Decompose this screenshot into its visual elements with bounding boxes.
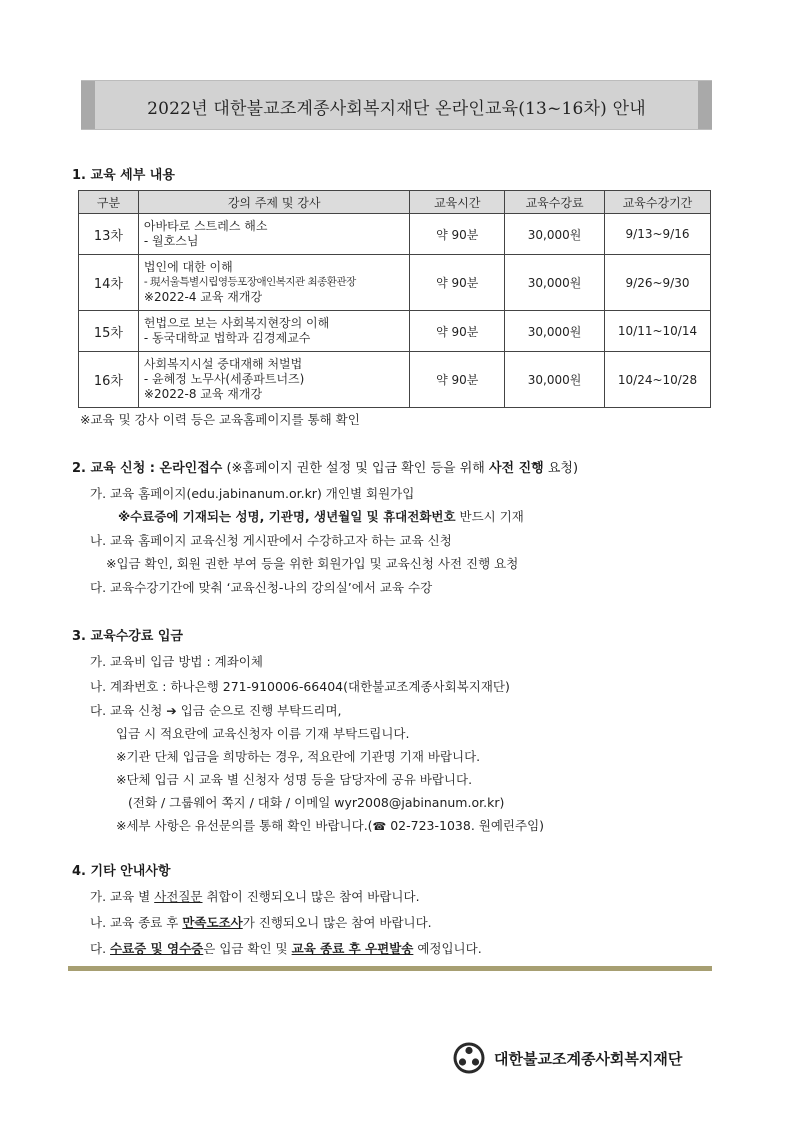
row-time: 약 90분 (410, 311, 505, 352)
row-time: 약 90분 (410, 214, 505, 255)
row-category: 15차 (79, 311, 139, 352)
row-lecture (138, 311, 409, 352)
section2-ga-note (118, 507, 524, 525)
section2-heading (72, 457, 578, 476)
lecture-line: 사회복지시설 중대재해 처벌법 (143, 357, 303, 371)
row-time: 약 90분 (410, 255, 505, 311)
lecture-line: 헌법으로 보는 사회복지현장의 이해 (143, 316, 330, 330)
lecture-line: ※2022-4 교육 재개강 (143, 290, 263, 304)
row-category: 16차 (79, 352, 139, 408)
section4-ga-underline: 사전질문 (154, 889, 203, 904)
section2-da: 다. 교육수강기간에 맞춰 ‘교육신청-나의 강의실’에서 교육 수강 (90, 580, 433, 595)
header-period: 교육수강기간 (605, 191, 711, 214)
row-period: 9/13~9/16 (605, 214, 711, 255)
section3-na: 나. 계좌번호 : 하나은행 271-910006-66404(대한불교조계종사회복지재단) (90, 679, 510, 694)
phone-icon: ☎ (372, 820, 387, 833)
table-row (79, 352, 711, 408)
row-period: 10/11~10/14 (605, 311, 711, 352)
section4-na-pre: 나. 교육 종료 후 (90, 915, 183, 930)
section2-heading-emphasis: 사전 진행 (488, 461, 544, 476)
section3-da-6-contact: 02-723-1038. 원예린주임) (386, 818, 545, 833)
row-period: 9/26~9/30 (605, 255, 711, 311)
course-table (78, 190, 711, 408)
row-fee: 30,000원 (505, 352, 605, 408)
foundation-logo-icon (452, 1041, 486, 1075)
row-period: 10/24~10/28 (605, 352, 711, 408)
table-row (79, 311, 711, 352)
header-lecture: 강의 주제 및 강사 (138, 191, 409, 214)
header-time: 교육시간 (410, 191, 505, 214)
section2-ga-note-tail: 반드시 기재 (455, 509, 524, 524)
title-banner (81, 80, 712, 130)
table-note: ※교육 및 강사 이력 등은 교육홈페이지를 통해 확인 (80, 412, 360, 427)
table-row (79, 214, 711, 255)
section4-na (90, 913, 432, 931)
section3-da-3: ※기관 단체 입금을 희망하는 경우, 적요란에 기관명 기재 바랍니다. (116, 749, 481, 764)
section4-ga (90, 887, 420, 905)
section3-da-1: 다. 교육 신청 ➔ 입금 순으로 진행 부탁드리며, (90, 703, 342, 718)
lecture-line: - 동국대학교 법학과 김경제교수 (143, 331, 311, 345)
section4-na-post: 가 진행되오니 많은 참여 바랍니다. (242, 915, 432, 930)
section4-ga-pre: 가. 교육 별 (90, 889, 155, 904)
organization-name: 대한불교조계종사회복지재단 (494, 1050, 683, 1068)
row-lecture (138, 352, 409, 408)
row-fee: 30,000원 (505, 311, 605, 352)
section4-da-mid: 은 입금 확인 및 (203, 941, 292, 956)
lecture-line: 아바타로 스트레스 해소 (143, 219, 268, 233)
section3-da-2: 입금 시 적요란에 교육신청자 이름 기재 부탁드립니다. (116, 726, 410, 741)
section4-da-underline-1: 수료증 및 영수증 (110, 941, 204, 956)
section2-heading-main: 2. 교육 신청 : 온라인접수 (72, 461, 223, 476)
row-category: 13차 (79, 214, 139, 255)
row-lecture (138, 255, 409, 311)
table-row (79, 255, 711, 311)
lecture-line: - 월호스님 (143, 234, 199, 248)
section4-heading: 4. 기타 안내사항 (72, 864, 171, 879)
section2-ga: 가. 교육 홈페이지(edu.jabinanum.or.kr) 개인별 회원가입 (90, 486, 415, 501)
section2-heading-tail: 요청) (543, 461, 579, 476)
section3-da-5: (전화 / 그룹웨어 쪽지 / 대화 / 이메일 wyr2008@jabinanum.or.kr) (128, 795, 505, 810)
section4-da-pre: 다. (90, 941, 111, 956)
section4-na-underline: 만족도조사 (182, 915, 243, 930)
header-category: 구분 (79, 191, 139, 214)
lecture-line: - 現서울특별시립영등포장애인복지관 최종환관장 (143, 276, 356, 288)
table-header-row (79, 191, 711, 214)
footer-rule (68, 966, 712, 971)
row-fee: 30,000원 (505, 255, 605, 311)
row-lecture (138, 214, 409, 255)
section4-da (90, 939, 482, 957)
row-category: 14차 (79, 255, 139, 311)
section3-da-4: ※단체 입금 시 교육 별 신청자 성명 등을 담당자에 공유 바랍니다. (116, 772, 473, 787)
lecture-line: ※2022-8 교육 재개강 (143, 387, 263, 401)
section2-na: 나. 교육 홈페이지 교육신청 게시판에서 수강하고자 하는 교육 신청 (90, 533, 452, 548)
section4-ga-post: 취합이 진행되오니 많은 참여 바랍니다. (202, 889, 420, 904)
section3-ga: 가. 교육비 입금 방법 : 계좌이체 (90, 654, 263, 669)
section3-da-6-text: ※세부 사항은 유선문의를 통해 확인 바랍니다.( (116, 818, 373, 833)
lecture-line: - 윤혜정 노무사(세종파트너즈) (143, 372, 305, 386)
lecture-line: 법인에 대한 이해 (143, 260, 233, 274)
header-fee: 교육수강료 (505, 191, 605, 214)
section1-heading: 1. 교육 세부 내용 (72, 168, 175, 183)
section3-heading: 3. 교육수강료 입금 (72, 629, 183, 644)
section4-da-post: 예정입니다. (413, 941, 482, 956)
section4-da-underline-2: 교육 종료 후 우편발송 (291, 941, 414, 956)
row-fee: 30,000원 (505, 214, 605, 255)
section2-na-note: ※입금 확인, 회원 권한 부여 등을 위한 회원가입 및 교육신청 사전 진행 요청 (106, 556, 519, 571)
section2-ga-note-bold: ※수료증에 기재되는 성명, 기관명, 생년월일 및 휴대전화번호 (118, 509, 456, 524)
row-time: 약 90분 (410, 352, 505, 408)
section3-da-6 (116, 816, 544, 834)
page-title: 2022년 대한불교조계종사회복지재단 온라인교육(13~16차) 안내 (147, 99, 646, 119)
section2-heading-note: (※홈페이지 권한 설정 및 입금 확인 등을 위해 (222, 461, 489, 476)
